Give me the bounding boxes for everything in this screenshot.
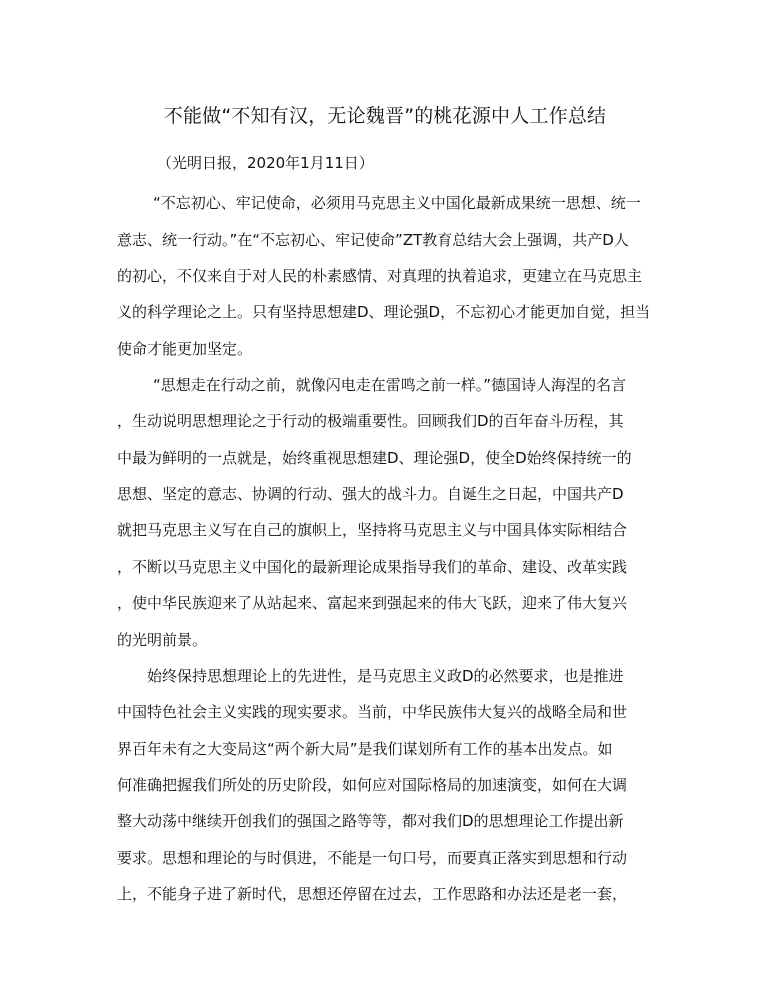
paragraph-3-line-1: 始终保持思想理论上的先进性，是马克思主义政D的必然要求，也是推进 (147, 667, 624, 685)
paragraph-1-line-4: 义的科学理论之上。只有坚持思想建D、理论强D，不忘初心才能更加自觉，担当 (117, 303, 651, 321)
document-title: 不能做“不知有汉，无论魏晋”的桃花源中人工作总结 (163, 105, 607, 127)
paragraph-1-line-5: 使命才能更加坚定。 (117, 340, 253, 358)
paragraph-3-line-3: 界百年未有之大变局这“两个新大局”是我们谋划所有工作的基本出发点。如 (117, 740, 613, 758)
paragraph-3-line-6: 要求。思想和理论的与时俱进，不能是一句口号，而要真正落实到思想和行动 (117, 849, 628, 867)
paragraph-2-line-2: ，生动说明思想理论之于行动的极端重要性。回顾我们D的百年奋斗历程，其 (117, 412, 624, 430)
paragraph-2-line-4: 思想、坚定的意志、协调的行动、强大的战斗力。自诞生之日起，中国共产D (117, 485, 624, 503)
paragraph-3-line-2: 中国特色社会主义实践的现实要求。当前，中华民族伟大复兴的战略全局和世 (117, 703, 628, 721)
paragraph-2-line-7: ，使中华民族迎来了从站起来、富起来到强起来的伟大飞跃，迎来了伟大复兴 (117, 594, 628, 612)
paragraph-1-line-3: 的初心，不仅来自于对人民的朴素感情、对真理的执着追求，更建立在马克思主 (117, 267, 643, 285)
paragraph-3-line-4: 何准确把握我们所处的历史阶段，如何应对国际格局的加速演变，如何在大调 (117, 776, 628, 794)
paragraph-2-line-6: ，不断以马克思主义中国化的最新理论成果指导我们的革命、建设、改革实践 (117, 558, 628, 576)
paragraph-3-line-7: 上，不能身子进了新时代，思想还停留在过去，工作思路和办法还是老一套， (117, 885, 628, 903)
paragraph-2-line-3: 中最为鲜明的一点就是，始终重视思想建D、理论强D，使全D始终保持统一的 (117, 449, 632, 467)
document-source: （光明日报，2020年1月11日） (157, 154, 374, 172)
paragraph-2-line-5: 就把马克思主义写在自己的旗帜上，坚持将马克思主义与中国具体实际相结合 (117, 521, 628, 539)
paragraph-2-line-8: 的光明前景。 (117, 631, 208, 649)
paragraph-1-line-1: “不忘初心、牢记使命，必须用马克思主义中国化最新成果统一思想、统一 (153, 194, 641, 212)
paragraph-2-line-1: “思想走在行动之前，就像闪电走在雷鸣之前一样。”德国诗人海涅的名言 (153, 376, 627, 394)
paragraph-3-line-5: 整大动荡中继续开创我们的强国之路等等，都对我们D的思想理论工作提出新 (117, 812, 624, 830)
paragraph-1-line-2: 意志、统一行动。”在“不忘初心、牢记使命”ZT教育总结大会上强调，共产D人 (117, 231, 629, 249)
